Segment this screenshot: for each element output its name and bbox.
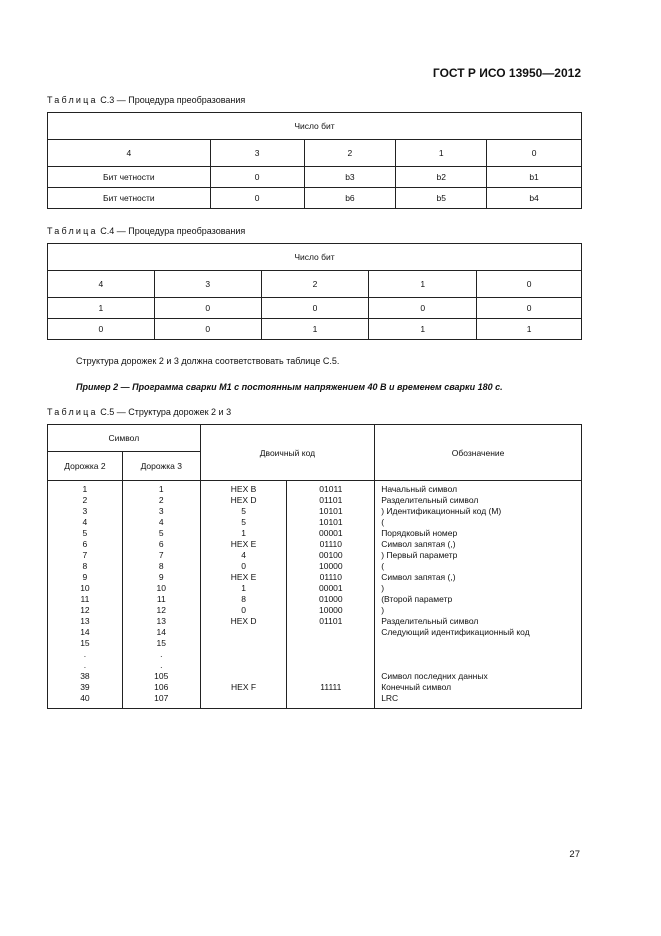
- designation-value: Символ запятая (,): [381, 572, 456, 582]
- code-value: HEX B: [230, 484, 257, 494]
- track2-value: 38: [80, 671, 90, 681]
- track3-value: 9: [158, 572, 164, 582]
- track2-value: .: [83, 649, 87, 659]
- bits-value: 00001: [318, 583, 343, 593]
- track3-value: 6: [158, 539, 164, 549]
- table-cell: 0: [210, 167, 304, 188]
- code-value: [201, 638, 287, 649]
- table-cell: b1: [487, 167, 582, 188]
- group-header: Число бит: [48, 113, 582, 140]
- track2-value: 40: [80, 693, 90, 703]
- code-value: HEX E: [230, 539, 257, 549]
- column-header: 3: [210, 140, 304, 167]
- designation-value: Разделительный символ: [381, 495, 479, 505]
- table-cell: b4: [487, 188, 582, 209]
- designation-column: [375, 481, 582, 709]
- table-cell: 0: [48, 319, 155, 340]
- bits-value: 10101: [318, 506, 343, 516]
- column-header: 0: [487, 140, 582, 167]
- track3-value: 10: [156, 583, 166, 593]
- track2-column: [48, 481, 123, 709]
- designation-value: Порядковый номер: [381, 528, 458, 538]
- body-paragraph: Структура дорожек 2 и 3 должна соответствовать таблице С.5.: [76, 356, 340, 366]
- table-c4-caption: [47, 226, 245, 236]
- table-c3-caption: [47, 95, 245, 105]
- track3-value: 107: [154, 693, 169, 703]
- bits-value: [287, 693, 374, 704]
- column-header: 3: [154, 271, 261, 298]
- caption-text: С.3 — Процедура преобразования: [100, 95, 246, 105]
- code-column: [200, 481, 287, 709]
- designation-value: LRC: [381, 693, 399, 703]
- track2-value: 4: [82, 517, 88, 527]
- track3-value: 4: [158, 517, 164, 527]
- track2-value: 11: [80, 594, 90, 604]
- bits-value: [287, 638, 374, 649]
- bits-value: 01011: [319, 484, 343, 494]
- bits-value: 00100: [318, 550, 343, 560]
- table-cell: 0: [210, 188, 304, 209]
- column-header: 1: [369, 271, 477, 298]
- code-value: HEX F: [231, 682, 257, 692]
- track2-value: 14: [80, 627, 90, 637]
- document-header: ГОСТ Р ИСО 13950—2012: [432, 66, 581, 80]
- code-value: HEX E: [230, 572, 257, 582]
- track3-value: .: [160, 649, 163, 659]
- designation-value: Следующий идентификационный код: [381, 627, 530, 637]
- bits-value: 00001: [318, 528, 343, 538]
- track3-value: 106: [154, 682, 169, 692]
- table-c3: [47, 112, 582, 209]
- code-value: 1: [241, 583, 246, 593]
- designation-value: [381, 660, 581, 671]
- table-cell: b6: [304, 188, 396, 209]
- binary-code-header: Двоичный код: [200, 425, 375, 481]
- track2-value: 8: [82, 561, 88, 571]
- track2-value: 15: [80, 638, 90, 648]
- track3-value: 3: [158, 506, 164, 516]
- track3-value: .: [160, 660, 163, 670]
- designation-value: Символ последних данных: [381, 671, 488, 681]
- code-value: 0: [241, 561, 246, 571]
- bits-value: 01000: [318, 594, 343, 604]
- track2-value: 2: [82, 495, 88, 505]
- designation-value: Начальный символ: [381, 484, 458, 494]
- designation-value: ) Первый параметр: [381, 550, 458, 560]
- table-cell: 1: [48, 298, 155, 319]
- column-header: 4: [48, 271, 155, 298]
- table-row: [48, 298, 582, 319]
- caption-text: С.5 — Структура дорожек 2 и 3: [100, 407, 232, 417]
- track2-value: .: [83, 660, 87, 670]
- bits-value: 10000: [318, 561, 343, 571]
- column-header-row: [48, 140, 582, 167]
- track3-header: Дорожка 3: [122, 452, 200, 481]
- code-value: 8: [241, 594, 246, 604]
- table-body-row: [48, 481, 582, 709]
- designation-value: (: [381, 561, 385, 571]
- caption-word: Таблица: [47, 95, 98, 105]
- track2-value: 7: [82, 550, 88, 560]
- bits-value: 01110: [319, 572, 342, 582]
- table-cell: Бит четности: [48, 188, 211, 209]
- code-value: [201, 693, 287, 704]
- code-value: HEX D: [230, 495, 257, 505]
- track3-column: [122, 481, 200, 709]
- track3-value: 8: [158, 561, 164, 571]
- designation-value: Символ запятая (,): [381, 539, 456, 549]
- track2-value: 10: [80, 583, 90, 593]
- track2-value: 13: [80, 616, 90, 626]
- caption-word: Таблица: [47, 226, 98, 236]
- table-row: [48, 167, 582, 188]
- track3-value: 14: [156, 627, 166, 637]
- track3-value: 105: [154, 671, 169, 681]
- track3-value: 7: [158, 550, 164, 560]
- track3-value: 12: [156, 605, 166, 615]
- designation-value: Разделительный символ: [381, 616, 479, 626]
- bits-value: 01101: [319, 495, 343, 505]
- table-cell: 1: [261, 319, 369, 340]
- code-value: [201, 649, 287, 660]
- table-cell: 0: [369, 298, 477, 319]
- track2-value: 6: [82, 539, 88, 549]
- symbol-header: Символ: [48, 425, 201, 452]
- track2-header: Дорожка 2: [48, 452, 123, 481]
- track2-value: 39: [80, 682, 90, 692]
- page-number: 27: [569, 849, 580, 860]
- track3-value: 1: [158, 484, 164, 494]
- track3-value: 15: [156, 638, 166, 648]
- bits-value: 11111: [320, 682, 342, 692]
- table-cell: b5: [396, 188, 487, 209]
- designation-value: ): [381, 605, 385, 615]
- column-header: 0: [477, 271, 582, 298]
- designation-value: Конечный символ: [381, 682, 452, 692]
- table-cell: 1: [369, 319, 477, 340]
- designation-value: (: [381, 517, 385, 527]
- bits-value: [287, 649, 374, 660]
- code-value: [201, 660, 287, 671]
- designation-value: [381, 649, 581, 660]
- code-value: 5: [241, 517, 246, 527]
- code-value: HEX D: [230, 616, 257, 626]
- caption-text: С.4 — Процедура преобразования: [100, 226, 246, 236]
- track2-value: 3: [82, 506, 88, 516]
- column-header: 4: [48, 140, 211, 167]
- table-c4: [47, 243, 582, 340]
- code-value: [201, 671, 287, 682]
- track3-value: 13: [156, 616, 166, 626]
- designation-header: Обозначение: [375, 425, 582, 481]
- example-text: Пример 2 — Программа сварки М1 с постоянным напряжением 40 В и временем сварки 180 с.: [76, 382, 503, 392]
- table-cell: 0: [477, 298, 582, 319]
- bits-column: [287, 481, 375, 709]
- caption-word: Таблица: [47, 407, 98, 417]
- bits-value: 10000: [318, 605, 343, 615]
- track2-value: 12: [80, 605, 90, 615]
- table-cell: 0: [154, 298, 261, 319]
- table-c5-caption: [47, 407, 231, 417]
- column-header: 2: [261, 271, 369, 298]
- bits-value: [287, 660, 374, 671]
- track3-value: 2: [158, 495, 164, 505]
- table-cell: 0: [261, 298, 369, 319]
- table-row: [48, 319, 582, 340]
- track2-value: 1: [82, 484, 88, 494]
- designation-value: (Второй параметр: [381, 594, 453, 604]
- table-cell: 0: [154, 319, 261, 340]
- group-header: Число бит: [48, 244, 582, 271]
- track2-value: 5: [82, 528, 88, 538]
- column-header: 2: [304, 140, 396, 167]
- designation-value: [381, 638, 581, 649]
- bits-value: 01101: [319, 616, 343, 626]
- table-row: [48, 188, 582, 209]
- track3-value: 11: [156, 594, 166, 604]
- table-cell: 1: [477, 319, 582, 340]
- code-value: 4: [241, 550, 246, 560]
- code-value: 0: [241, 605, 246, 615]
- table-c5: [47, 424, 582, 709]
- code-value: [201, 627, 287, 638]
- designation-value: ) Идентификационный код (М): [381, 506, 502, 516]
- code-value: 1: [241, 528, 246, 538]
- table-cell: Бит четности: [48, 167, 211, 188]
- bits-value: [287, 627, 374, 638]
- column-header-row: [48, 271, 582, 298]
- designation-value: ): [381, 583, 385, 593]
- bits-value: 10101: [318, 517, 343, 527]
- track3-value: 5: [158, 528, 164, 538]
- bits-value: [287, 671, 374, 682]
- table-cell: b3: [304, 167, 396, 188]
- table-cell: b2: [396, 167, 487, 188]
- bits-value: 01110: [319, 539, 342, 549]
- column-header: 1: [396, 140, 487, 167]
- track2-value: 9: [82, 572, 88, 582]
- code-value: 5: [241, 506, 246, 516]
